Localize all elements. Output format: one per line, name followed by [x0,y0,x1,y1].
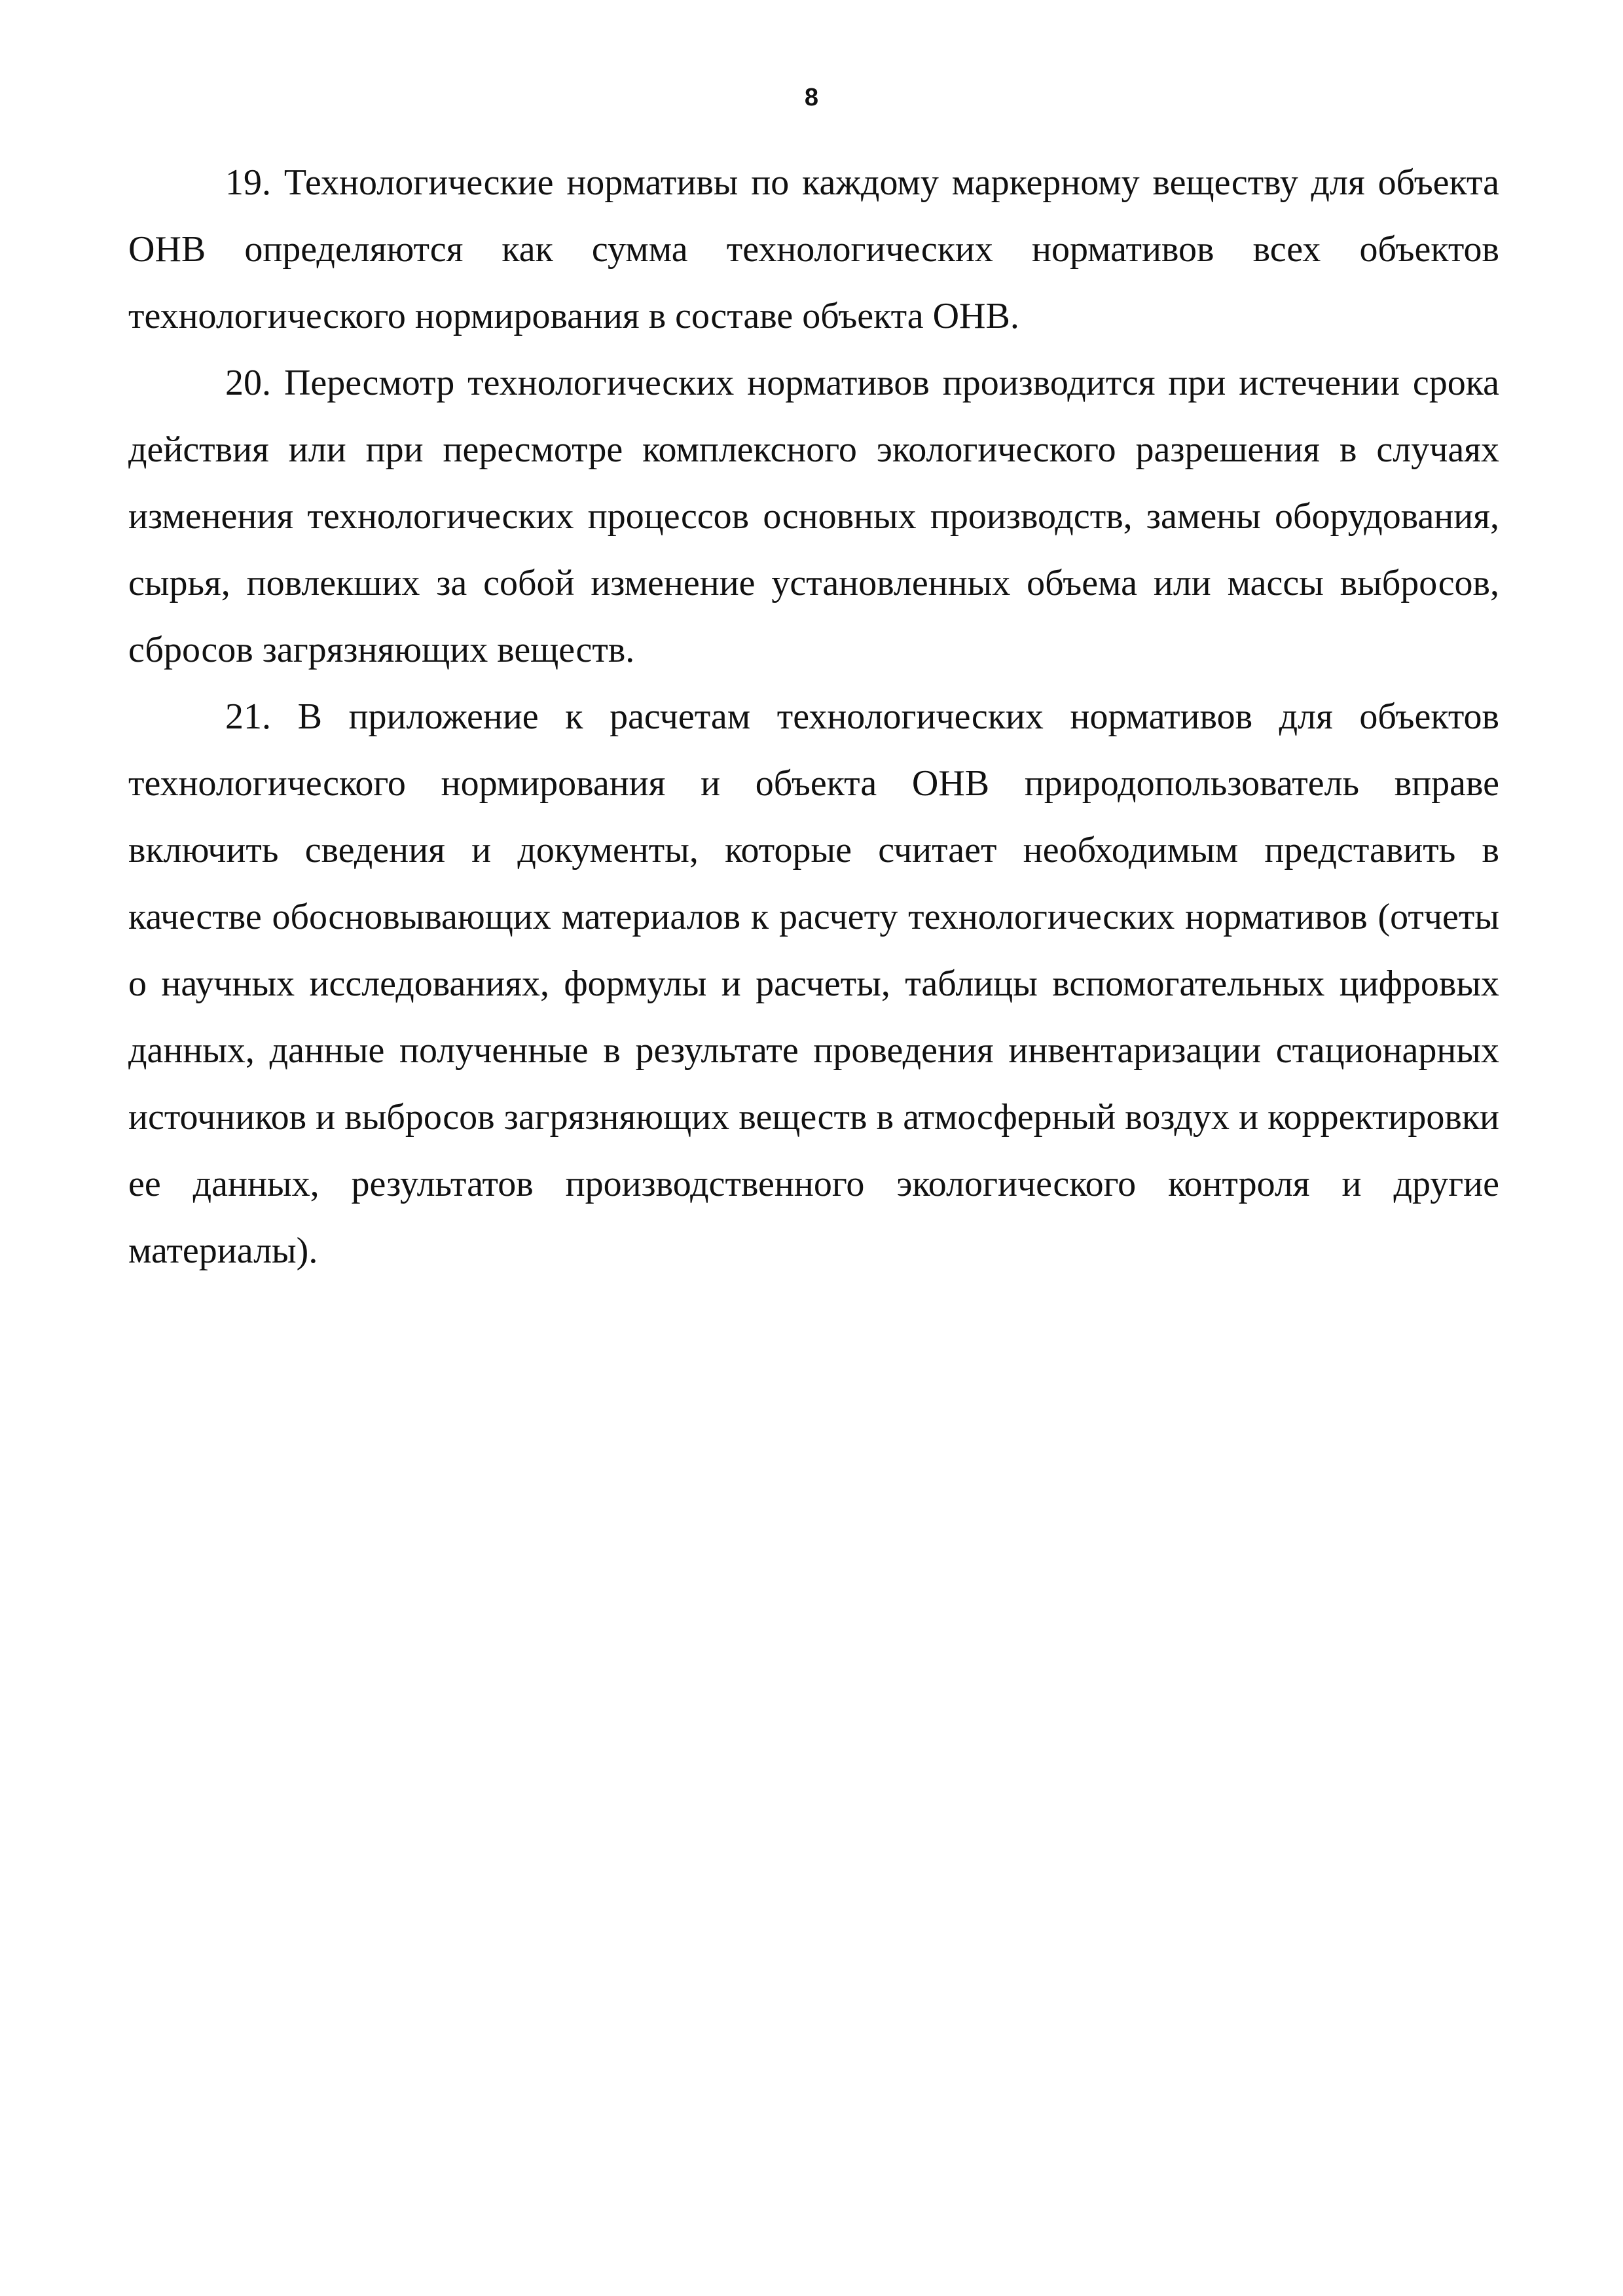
page-number: 8 [804,84,819,111]
paragraph-20: 20. Пересмотр технологических нормативов производится при истечении срока действия или при пересмотре комплексного экологического разрешения в случаях изменения технологических процессов основных производств, замены оборудования, сырья, повлекших за собой изменение установленных объема или массы выбросов, сбросов загрязняющих веществ. [128,363,1499,670]
paragraph-21: 21. В приложение к расчетам технологических нормативов для объектов технологического нормирования и объекта ОНВ природопользователь вправе включить сведения и документы, которые считает необходимым представить в качестве обосновывающих материалов к расчету технологических нормативов (отчеты о научных исследованиях, формулы и расчеты, таблицы вспомогательных цифровых данных, данные полученные в результате проведения инвентаризации стационарных источников и выбросов загрязняющих веществ в атмосферный воздух и корректировки ее данных, результатов производственного экологического контроля и другие материалы). [128,696,1499,1271]
document-body [128,149,1499,1284]
paragraph-19: 19. Технологические нормативы по каждому маркерному веществу для объекта ОНВ определяются как сумма технологических нормативов всех объектов технологического нормирования в составе объекта ОНВ. [128,162,1499,336]
